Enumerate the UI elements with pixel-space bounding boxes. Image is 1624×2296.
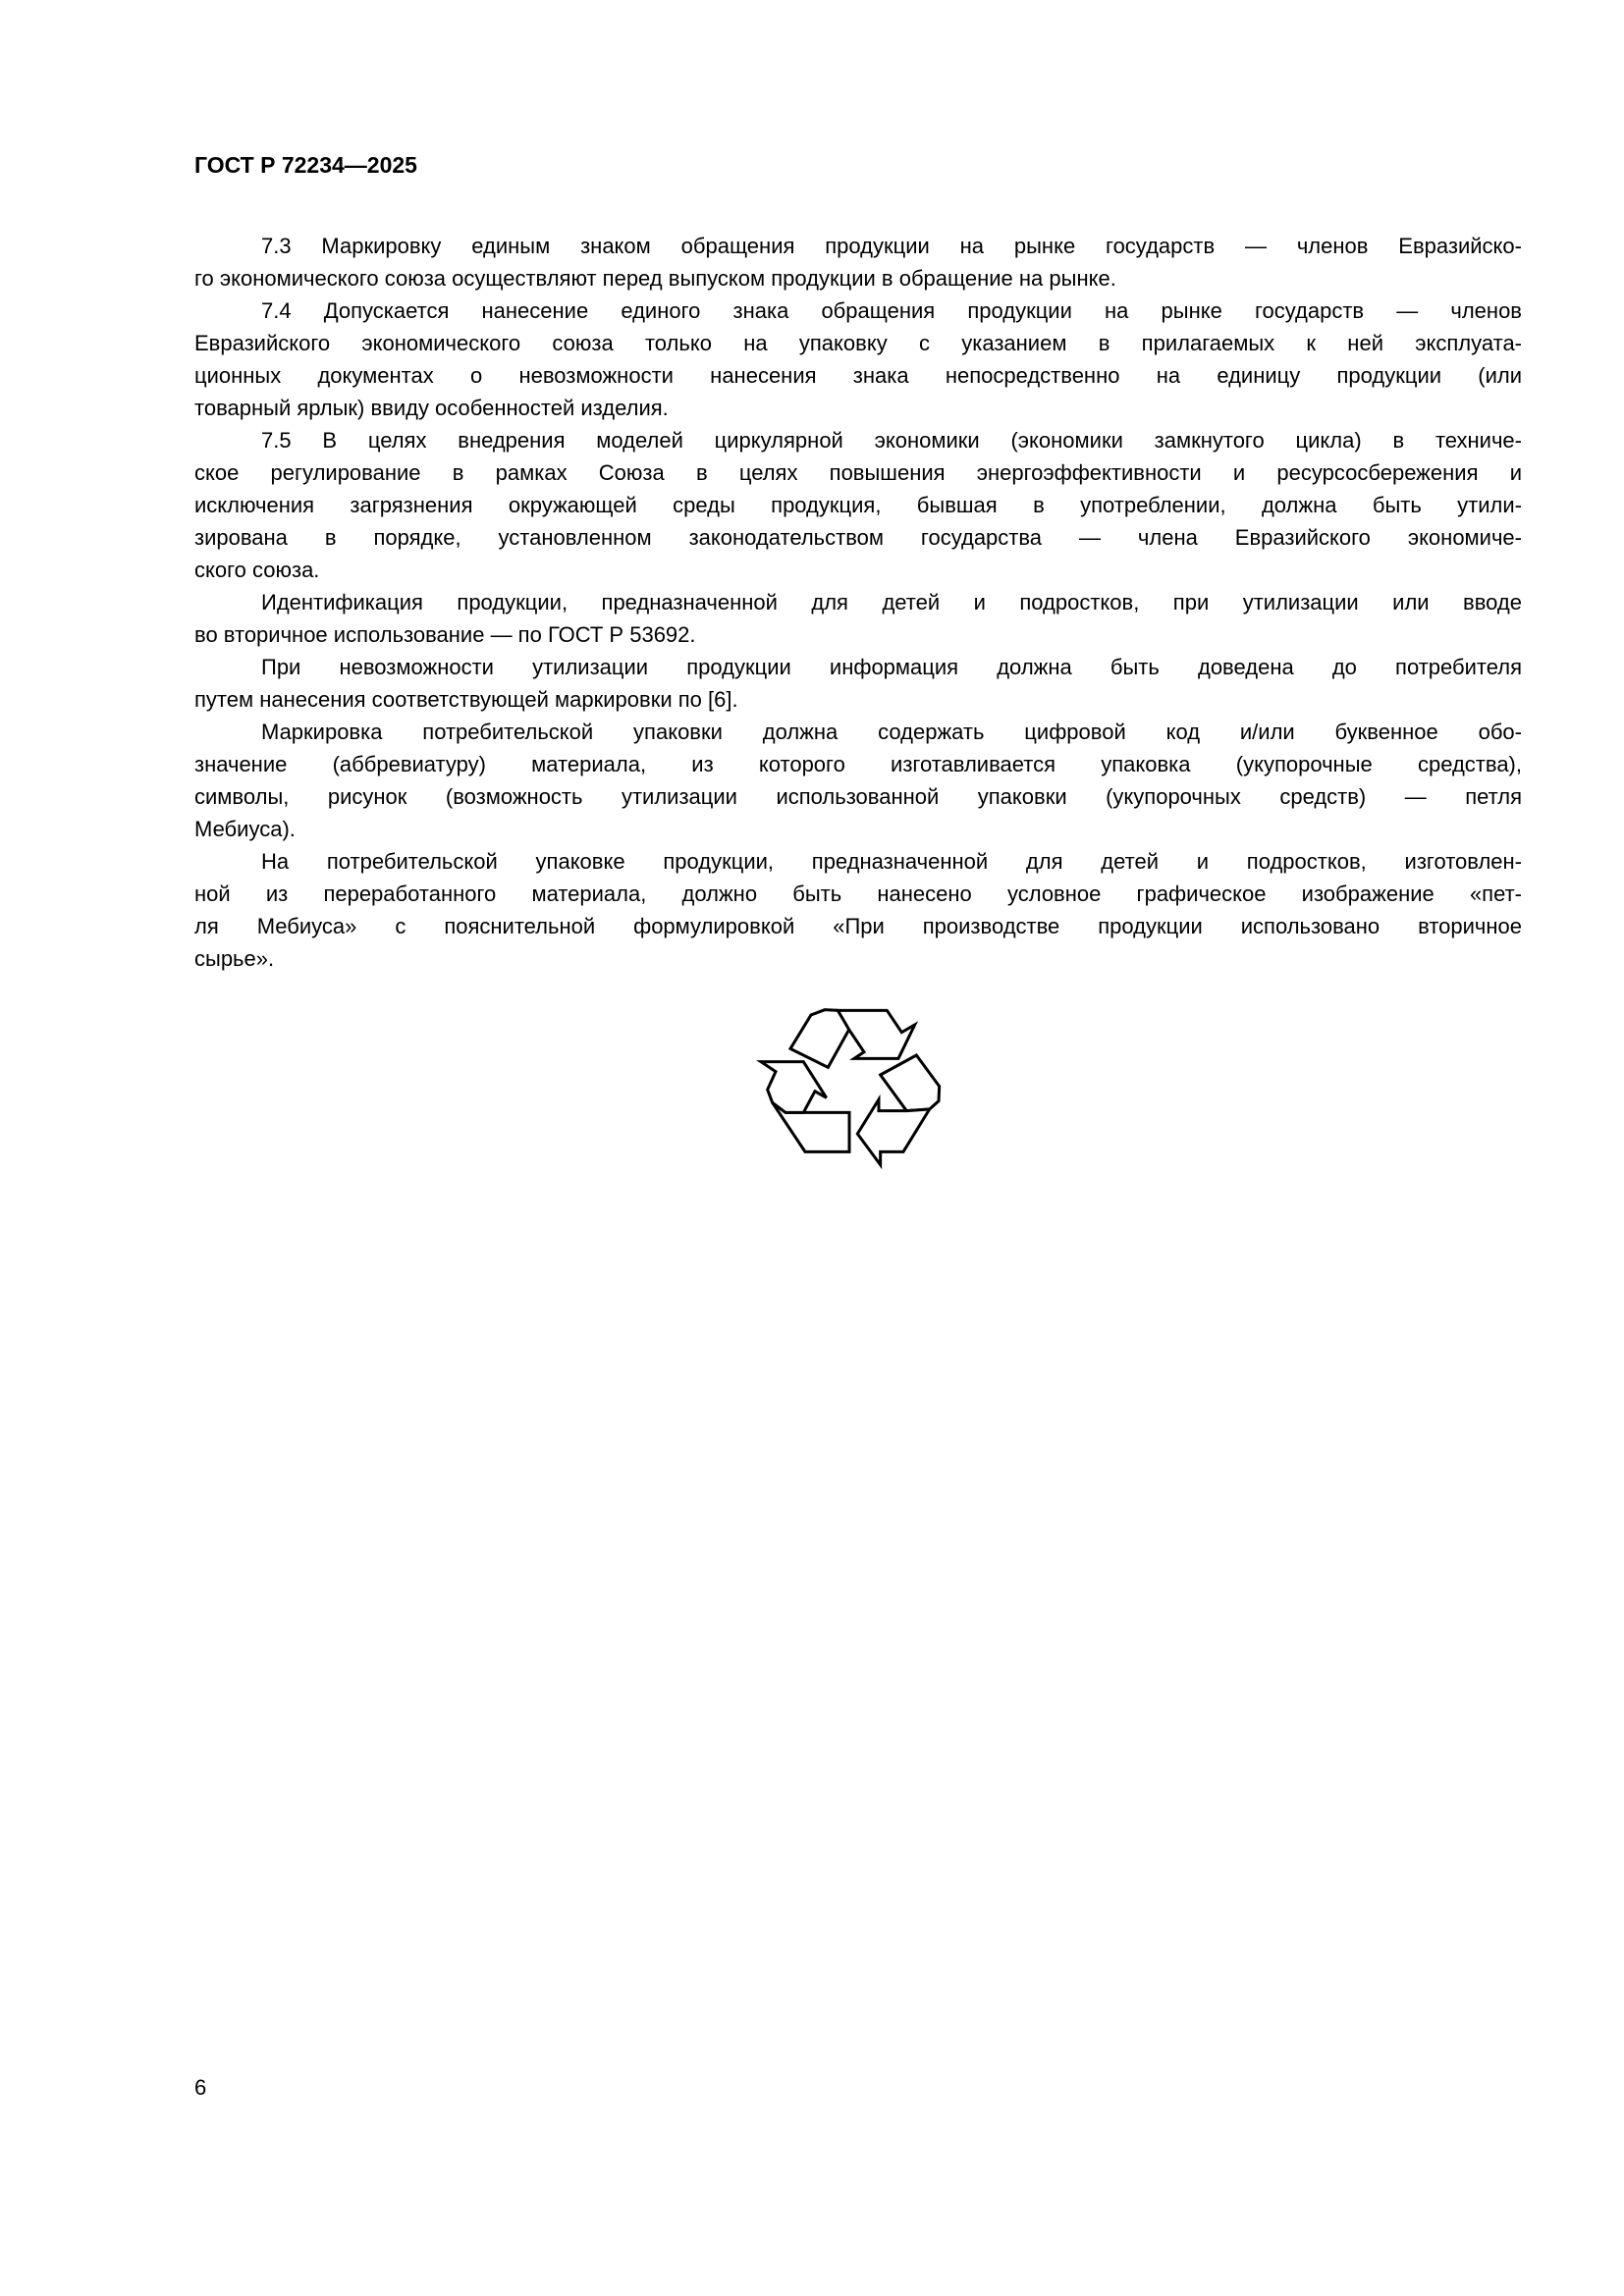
paragraph-line: исключения загрязнения окружающей среды продукция, бывшая в употреблении, должна быть утили- xyxy=(194,493,1522,517)
paragraph-line: ское регулирование в рамках Союза в целях повышения энергоэффективности и ресурсосбережения и xyxy=(194,460,1522,485)
paragraph-line: товарный ярлык) ввиду особенностей изделия. xyxy=(194,396,669,420)
page-number: 6 xyxy=(194,2075,207,2100)
paragraph-line: ского союза. xyxy=(194,558,320,582)
paragraph-line: При невозможности утилизации продукции информация должна быть доведена до потребителя xyxy=(261,655,1522,679)
paragraph-line: символы, рисунок (возможность утилизации использованной упаковки (укупорочных средств) — петля xyxy=(194,784,1522,809)
paragraph-line: ционных документах о невозможности нанесения знака непосредственно на единицу продукции (или xyxy=(194,363,1522,388)
paragraph-line: Идентификация продукции, предназначенной для детей и подростков, при утилизации или вводе xyxy=(261,590,1522,614)
paragraph-line: 7.3 Маркировку единым знаком обращения продукции на рынке государств — членов Евразийско- xyxy=(261,234,1522,258)
paragraph-line: го экономического союза осуществляют перед выпуском продукции в обращение на рынке. xyxy=(194,266,1116,291)
recycle-mobius-loop-icon xyxy=(727,991,962,1188)
paragraph-line: ля Мебиуса» с пояснительной формулировкой «При производстве продукции использовано вторичное xyxy=(194,914,1522,938)
paragraph-line: во вторичное использование — по ГОСТ Р 53692. xyxy=(194,622,696,647)
paragraph-line: ной из переработанного материала, должно быть нанесено условное графическое изображение «пет- xyxy=(194,881,1522,906)
paragraph-line: 7.5 В целях внедрения моделей циркулярной экономики (экономики замкнутого цикла) в техниче- xyxy=(261,428,1522,453)
paragraph-line: значение (аббревиатуру) материала, из которого изготавливается упаковка (укупорочные средства), xyxy=(194,752,1522,776)
paragraph-line: 7.4 Допускается нанесение единого знака обращения продукции на рынке государств — членов xyxy=(261,298,1522,323)
paragraph-line: сырье». xyxy=(194,946,275,971)
paragraph-line: путем нанесения соответствующей маркировки по [6]. xyxy=(194,687,738,712)
paragraph-line: зирована в порядке, установленном законодательством государства — члена Евразийского экономиче- xyxy=(194,525,1522,550)
document-body xyxy=(194,230,1522,975)
paragraph-line: Мебиуса). xyxy=(194,817,296,841)
document-header: ГОСТ Р 72234—2025 xyxy=(194,152,417,178)
paragraph-line: Маркировка потребительской упаковки должна содержать цифровой код и/или буквенное обо- xyxy=(261,720,1522,744)
paragraph-line: Евразийского экономического союза только на упаковку с указанием в прилагаемых к ней эксплуата- xyxy=(194,331,1522,355)
paragraph-line: На потребительской упаковке продукции, предназначенной для детей и подростков, изготовлен- xyxy=(261,849,1522,874)
